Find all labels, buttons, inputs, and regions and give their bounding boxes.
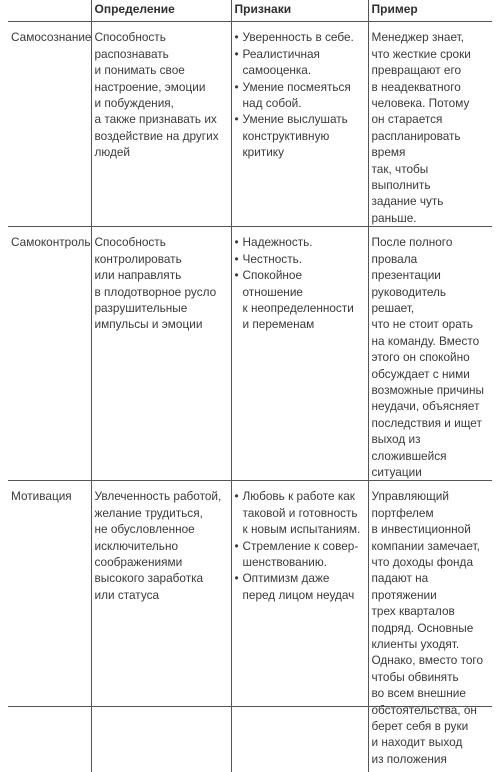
sign-item: • Умение выслушать конструктивную критику <box>235 111 364 160</box>
sign-item: • Умение посмеяться над собой. <box>235 79 364 112</box>
table-row-self-control <box>8 227 492 481</box>
definition-cell: Увлеченность работой, желание трудиться, не обусловленное исключительно соображениями высокого заработка или статуса <box>91 481 231 772</box>
sign-item: • Честность. <box>235 251 364 267</box>
example-cell: Менеджер знает, что жесткие сроки превращают его в неадекватного человека. Потому он старается распланировать время так, чтобы выполнить задание чуть раньше. <box>368 22 492 227</box>
header-example: Пример <box>368 0 492 22</box>
example-cell: Управляющий портфелем в инвестиционной компании замечает, что доходы фонда падают на протяжении трех кварталов подряд. Основные клиенты уходят. Однако, вместо того чтобы обвинять во всем внешние обстоятельства, он берет себя в руки и находит выход из положения <box>368 481 492 772</box>
signs-cell <box>231 227 368 481</box>
header-signs: Признаки <box>231 0 368 22</box>
table-row-motivation <box>8 481 492 772</box>
row-name: Самосознание <box>8 22 91 227</box>
signs-list <box>235 29 364 160</box>
definition-cell: Способность распознавать и понимать свое настроение, эмоции и побуждения, а также признавать их воздействие на других людей <box>91 22 231 227</box>
sign-item: • Уверенность в себе. <box>235 29 364 45</box>
sign-item: • Оптимизм даже перед лицом неудач <box>235 570 364 603</box>
sign-item: • Стремление к совер- шенствованию. <box>235 538 364 571</box>
signs-cell <box>231 22 368 227</box>
emotional-intelligence-table <box>8 0 492 772</box>
header-definition: Определение <box>91 0 231 22</box>
sign-item: • Надежность. <box>235 234 364 250</box>
bottom-divider <box>8 706 492 707</box>
signs-cell <box>231 481 368 772</box>
row-name: Самоконтроль <box>8 227 91 481</box>
signs-list <box>235 488 364 603</box>
signs-list <box>235 234 364 332</box>
sign-item: • Спокойное отношение к неопределенности и переменам <box>235 267 364 333</box>
example-cell: После полного провала презентации руководитель решает, что не стоит орать на команду. Вместо этого он спокойно обсуждает с ними возможные причины неудачи, объясняет последствия и ищет выход из сложившейся ситуации <box>368 227 492 481</box>
sign-item: • Реалистичная самооценка. <box>235 46 364 79</box>
definition-cell: Способность контролировать или направлять в плодотворное русло разрушительные импульсы и эмоции <box>91 227 231 481</box>
header-empty <box>8 0 91 22</box>
table-row-self-awareness <box>8 22 492 227</box>
header-row <box>8 0 492 22</box>
row-name: Мотивация <box>8 481 91 772</box>
sign-item: • Любовь к работе как таковой и готовность к новым испытаниям. <box>235 488 364 537</box>
